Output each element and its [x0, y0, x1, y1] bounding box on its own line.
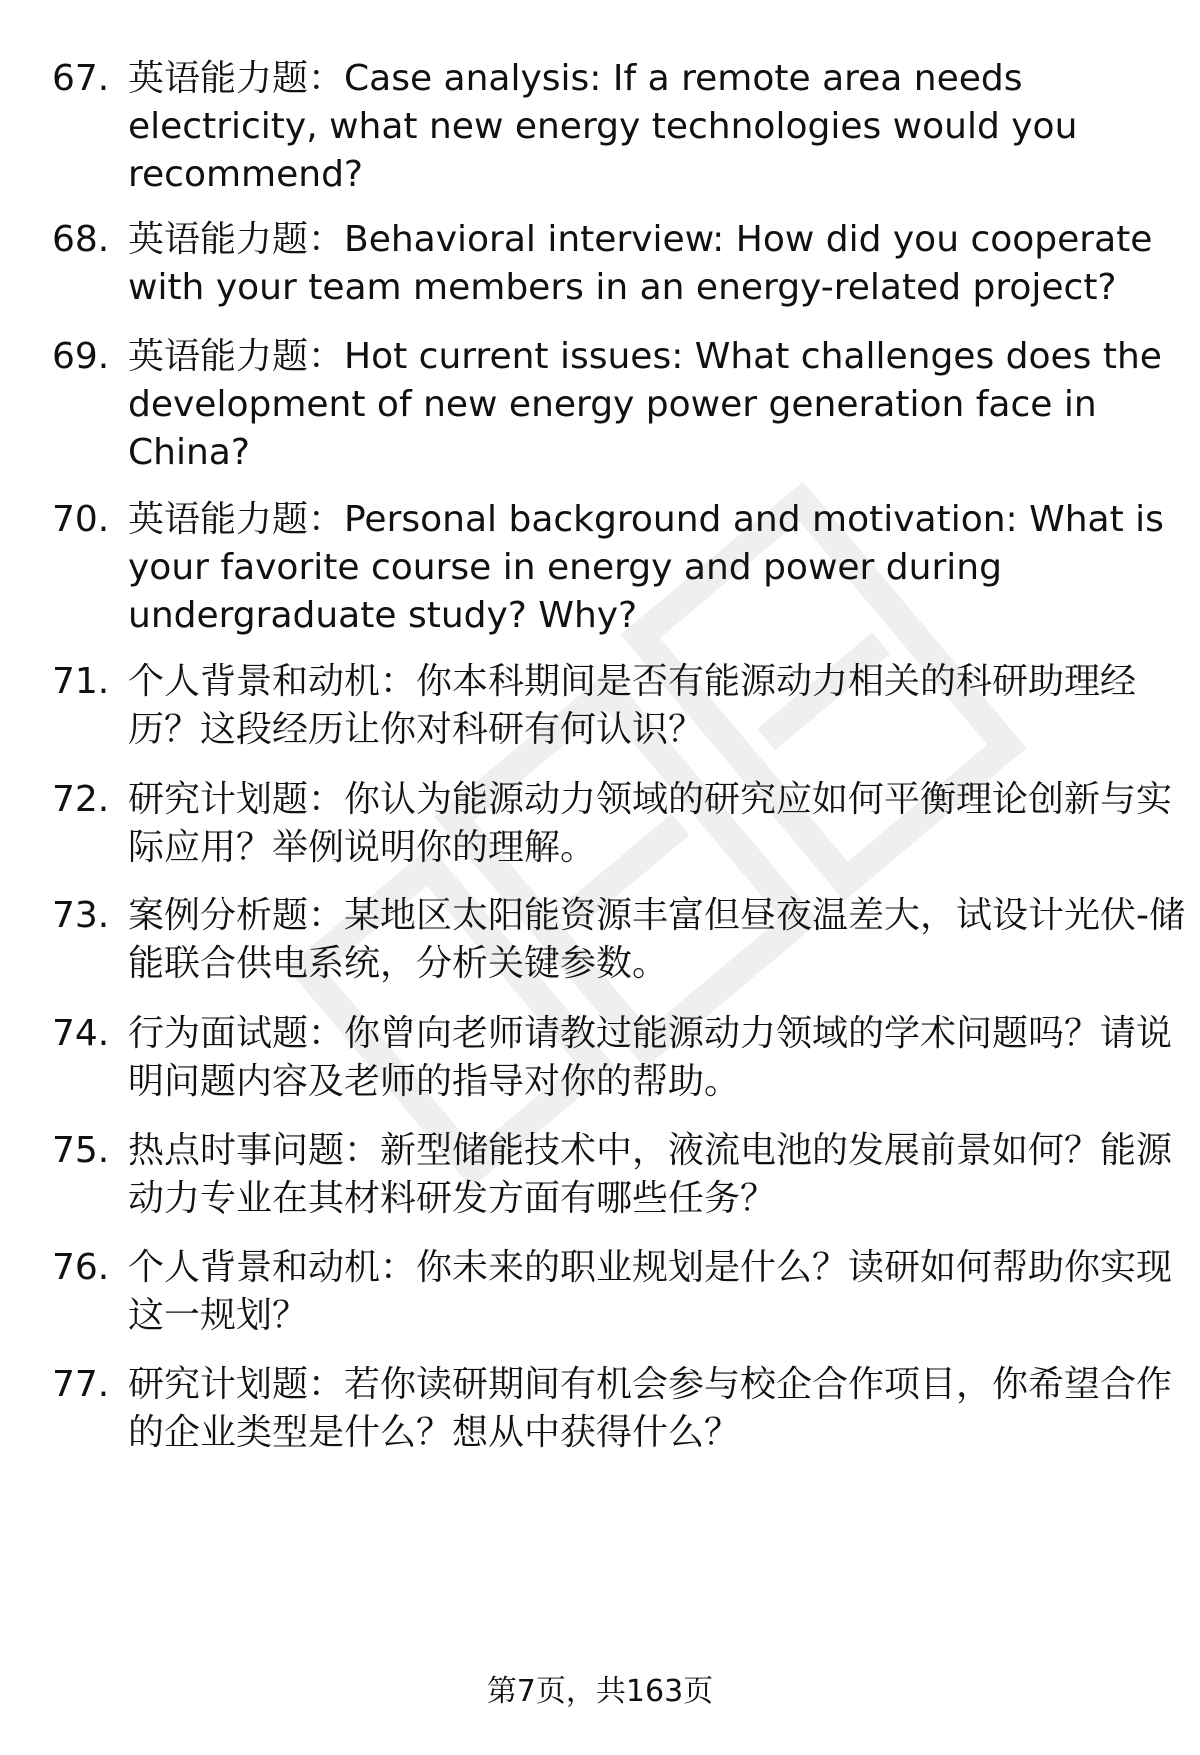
question-text: 个人背景和动机：你未来的职业规划是什么？读研如何帮助你实现这一规划？ [128, 1247, 1173, 1336]
question-text: 英语能力题：Case analysis: If a remote area needs electricity, what new energy technologies would you recommend? [128, 58, 1078, 195]
question-number: 70. [52, 499, 110, 540]
page-number: 第7页，共163页 [486, 1674, 714, 1709]
question-text: 案例分析题：某地区太阳能资源丰富但昼夜温差大，试设计光伏-储能联合供电系统，分析关键参数。 [128, 895, 1185, 984]
question-text: 个人背景和动机：你本科期间是否有能源动力相关的科研助理经历？这段经历让你对科研有何认识？ [128, 661, 1137, 750]
question-number: 77. [52, 1364, 110, 1405]
question-text: 研究计划题：你认为能源动力领域的研究应如何平衡理论创新与实际应用？举例说明你的理解。 [128, 779, 1173, 868]
question-number: 67. [52, 58, 110, 99]
question-number: 75. [52, 1130, 110, 1171]
question-text: 英语能力题：Personal background and motivation: What is your favorite course in energy and power during undergraduate study? Why? [128, 499, 1164, 636]
question-text: 热点时事问题：新型储能技术中，液流电池的发展前景如何？能源动力专业在其材料研发方面有哪些任务？ [128, 1130, 1173, 1219]
question-number: 71. [52, 661, 110, 702]
question-text: 行为面试题：你曾向老师请教过能源动力领域的学术问题吗？请说明问题内容及老师的指导对你的帮助。 [128, 1013, 1173, 1102]
question-text: 英语能力题：Behavioral interview: How did you cooperate with your team members in an energy-related project? [128, 219, 1153, 308]
question-number: 76. [52, 1247, 110, 1288]
question-number: 68. [52, 219, 110, 260]
question-text: 研究计划题：若你读研期间有机会参与校企合作项目，你希望合作的企业类型是什么？想从中获得什么？ [128, 1364, 1173, 1453]
question-text: 英语能力题：Hot current issues: What challenges does the development of new energy power generation face in China? [128, 336, 1162, 473]
question-number: 69. [52, 336, 110, 377]
question-number: 73. [52, 895, 110, 936]
question-number: 72. [52, 779, 110, 820]
question-number: 74. [52, 1013, 110, 1054]
